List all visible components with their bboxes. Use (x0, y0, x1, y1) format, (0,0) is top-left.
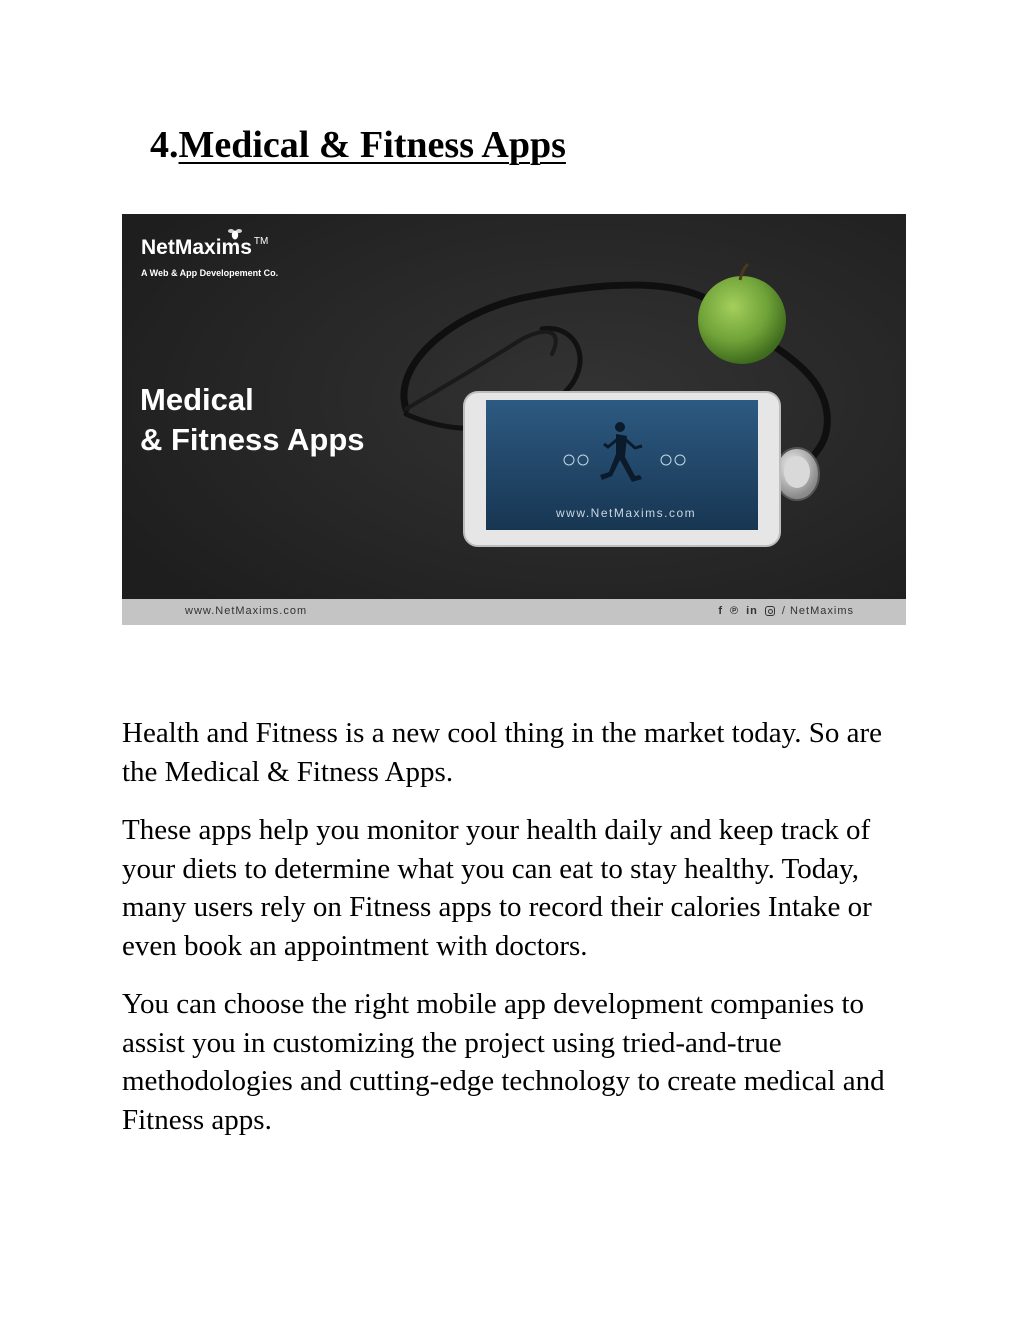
tablet-screen-url: www.NetMaxims.com (556, 506, 697, 520)
paragraph-conclusion: You can choose the right mobile app development companies to assist you in customizing the project using tried-and-true methodologies and cutting-edge technology to create medical and Fitness apps. (122, 988, 885, 1136)
banner-title (140, 380, 365, 460)
heading-number: 4. (150, 124, 179, 166)
facebook-icon: f (718, 605, 723, 617)
instagram-icon (765, 606, 775, 616)
footer-social-links (718, 605, 854, 617)
banner-footer (122, 599, 906, 625)
footer-website: www.NetMaxims.com (185, 605, 308, 617)
banner-title-line1: Medical (140, 382, 254, 417)
logo-trademark: TM (253, 236, 269, 247)
linkedin-icon: in (746, 605, 758, 617)
paragraph-intro: Health and Fitness is a new cool thing in the market today. So are the Medical & Fitness Apps. (122, 717, 883, 788)
banner-title-line2: & Fitness Apps (140, 422, 365, 457)
tablet (464, 392, 780, 546)
banner-image (122, 214, 906, 625)
heading-title: Medical & Fitness Apps (178, 124, 566, 166)
logo-name: NetMaxims (141, 236, 252, 259)
pinterest-icon: ℗ (729, 605, 740, 617)
social-handle: / NetMaxims (781, 605, 854, 617)
article-body (122, 714, 912, 1159)
section-heading (150, 122, 566, 168)
paragraph-features: These apps help you monitor your health daily and keep track of your diets to determine what you can eat to stay healthy. Today, many users rely on Fitness apps to record their calories Intake or even book an appointment with doctors. (122, 814, 872, 962)
logo-tagline: A Web & App Developement Co. (141, 268, 279, 278)
